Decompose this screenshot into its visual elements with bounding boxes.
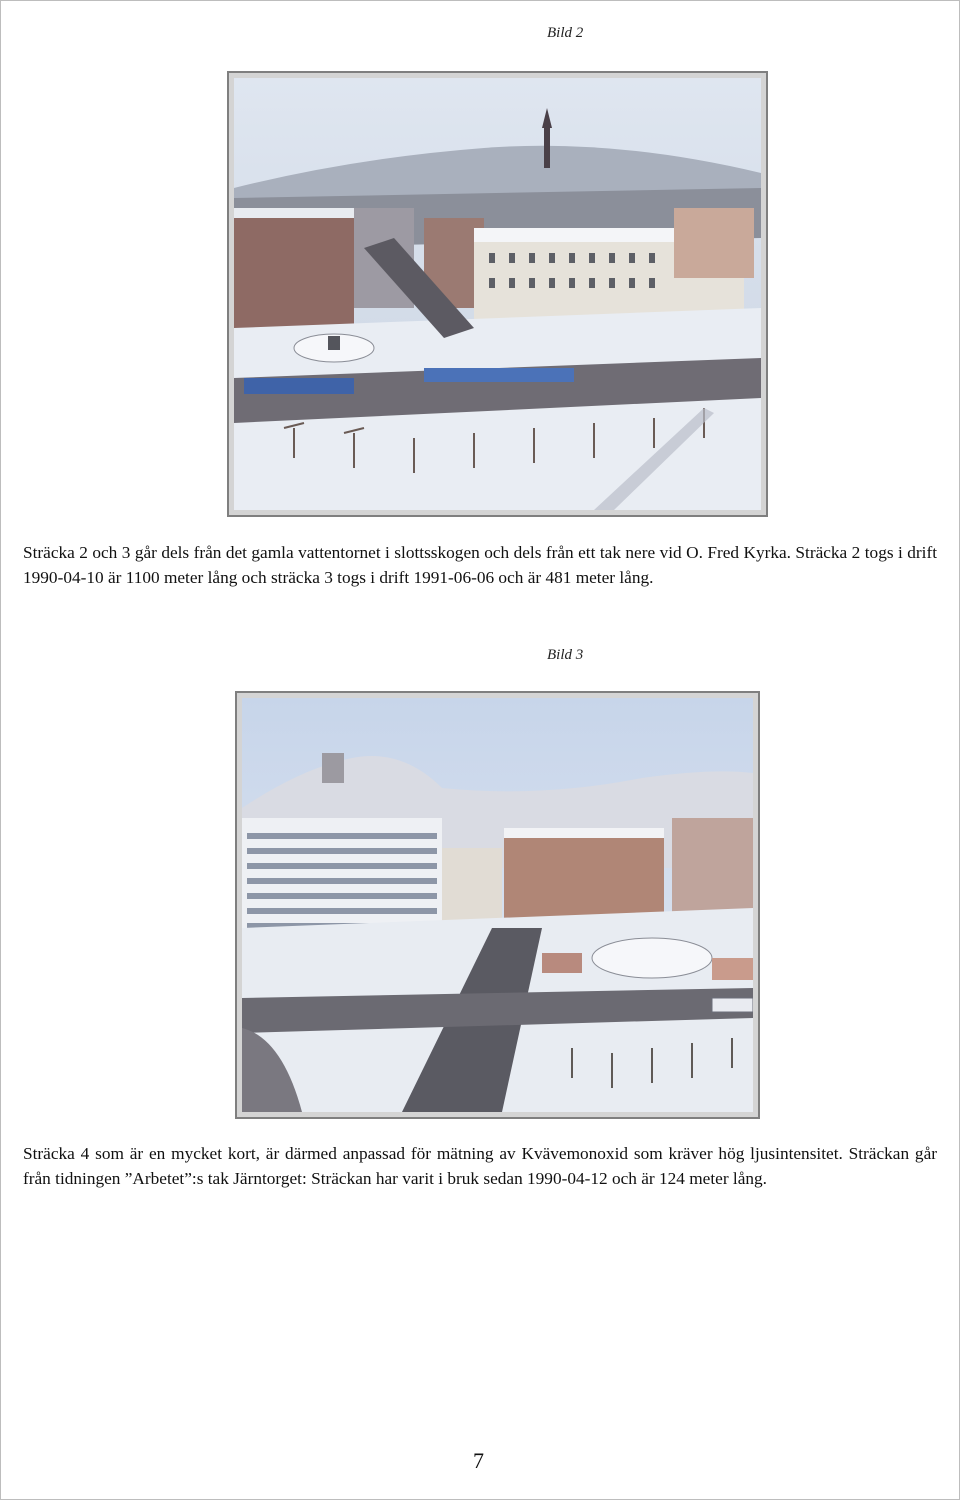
photo-illustration (234, 78, 761, 510)
figure-caption: Bild 3 (547, 647, 584, 663)
photo-illustration (242, 698, 753, 1112)
figure-caption: Bild 2 (547, 25, 584, 41)
page-number: 7 (473, 1448, 484, 1473)
body-paragraph: Sträcka 4 som är en mycket kort, är därmed anpassad för mätning av Kvävemonoxid som kräver hög ljusintensitet. Sträckan går från tidningen ”Arbetet”:s tak Järntorget: Sträckan har varit i bruk sedan 1990-04-12 och är 124 meter lång. (23, 1144, 937, 1188)
body-paragraph: Sträcka 2 och 3 går dels från det gamla vattentornet i slottsskogen och dels från ett tak nere vid O. Fred Kyrka. Sträcka 2 togs i drift 1990-04-10 är 1100 meter lång och sträcka 3 togs i drift 1991-06-06 och är 481 meter lång. (23, 543, 937, 587)
jarntorget-photo (237, 693, 758, 1117)
city-square-photo (229, 73, 766, 515)
